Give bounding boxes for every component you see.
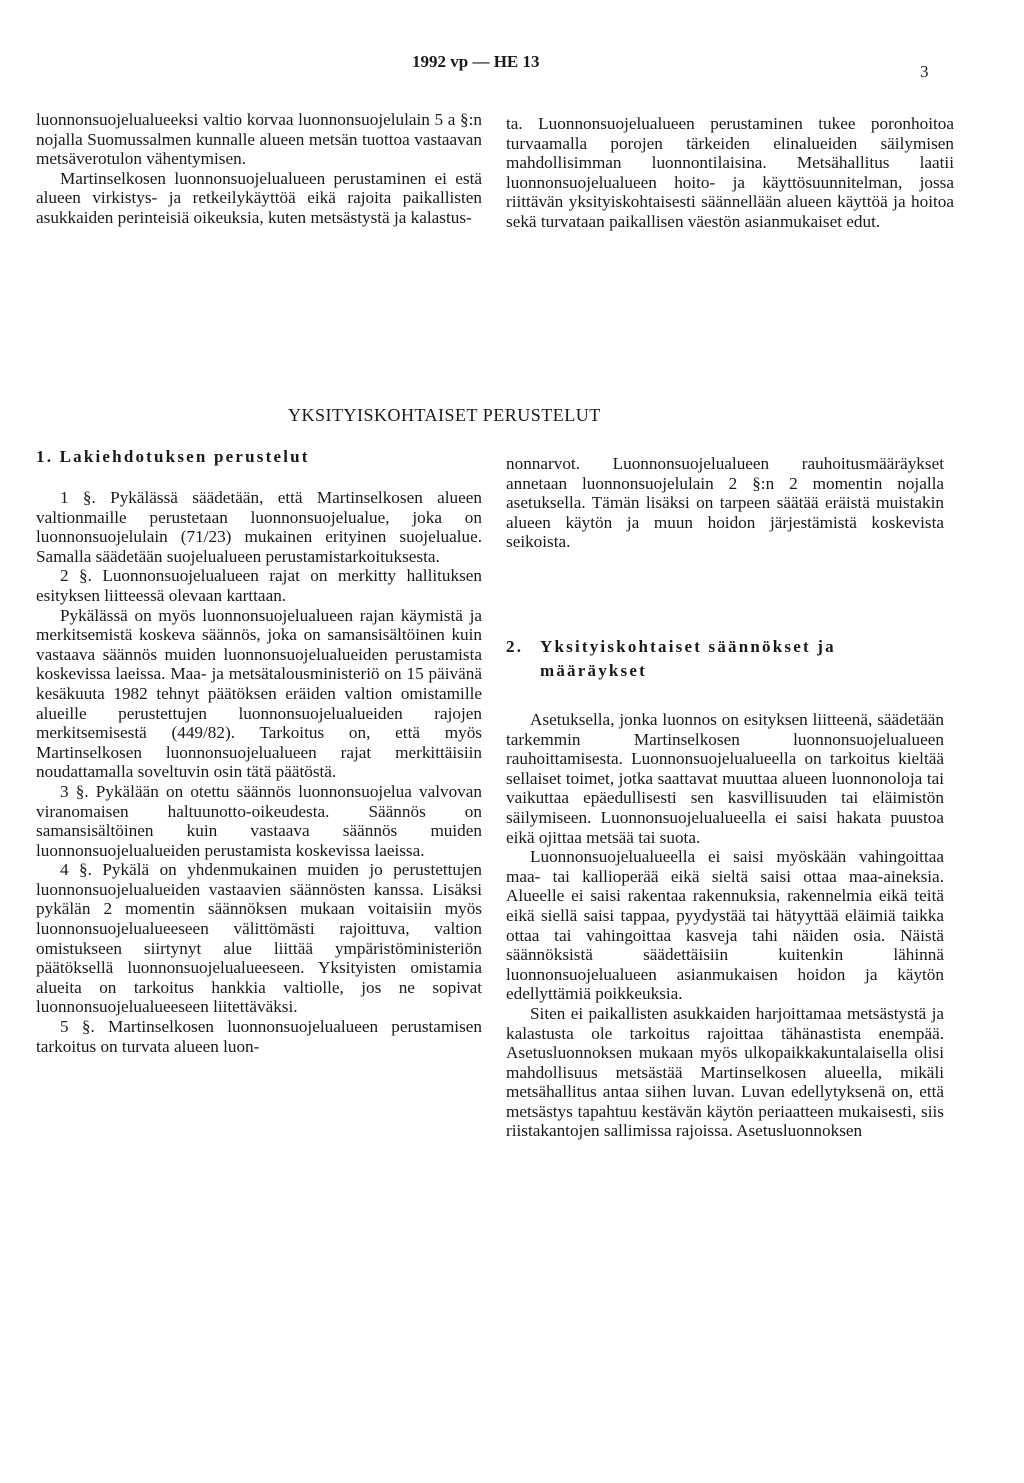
page-number: 3 — [920, 62, 929, 81]
subheading-2-number: 2. — [506, 637, 524, 656]
right-paragraph-1: Asetuksella, jonka luonnos on esityksen liitteenä, säädetään tarkemmin Martinselkosen luonnonsuojelualueen rauhoittamisesta. Luonnonsuojelualueella on tarkoitus kieltää sellaiset toimet, jotka saattavat muuttaa alueen luonnonoloja tai vaikuttaa epäedullisesti sen kasvillisuuden tai eläimistön säilymiseen. Luonnonsuojelualueella ei saisi hakata puustoa eikä ojittaa metsää tai suota. — [506, 710, 944, 847]
paragraph-3-section: 3 §. Pykälään on otettu säännös luonnonsuojelua valvovan viranomaisen haltuunotto-oikeudesta. Säännös on samansisältöinen kuin vastaava säännös muiden luonnonsuojelualueiden perustamista koskevissa laeissa. — [36, 781, 482, 860]
right-paragraph-2: Luonnonsuojelualueella ei saisi myöskään vahingoittaa maa- tai kallioperää eikä sieltä saisi ottaa maa-aineksia. Alueelle ei saisi rakentaa rakennuksia, rakennelmia eikä teitä eikä siellä saisi tappaa, pyydystää tai hätyyttää eläimiä taikka ottaa tai vahingoittaa kasveja tahi näiden osia. Näistä säännöksistä säädettäisiin kuitenkin lähinnä luonnonsuojelualueen asianmukaisen hoidon ja käytön edellyttämiä poikkeuksia. — [506, 847, 944, 1004]
paragraph-5-section: 5 §. Martinselkosen luonnonsuojelualueen perustamisen tarkoitus on turvata alueen luon- — [36, 1017, 482, 1056]
paragraph-2-section-cont: Pykälässä on myös luonnonsuojelualueen rajan käymistä ja merkitsemistä koskeva säännös, joka on samansisältöinen kuin vastaava säännös muiden luonnonsuojelualueiden perustamista koskevissa laeissa. Maa- ja metsätalousministeriö on 15 päivänä kesäkuuta 1982 tehnyt päätöksen eräiden valtion omistamille alueille perustettujen luonnonsuojelualueiden rajojen merkitsemisestä (449/82). Tarkoitus on, että myös Martinselkosen luonnonsuojelualueen rajat merkittäisiin noudattamalla soveltuvin osin tätä päätöstä. — [36, 605, 482, 782]
subheading-1: 1. Lakiehdotuksen perustelut — [36, 447, 310, 466]
left-column — [36, 488, 482, 1056]
intro-left-column — [36, 110, 482, 228]
right-column — [506, 454, 944, 552]
paragraph-2-section: 2 §. Luonnonsuojelualueen rajat on merkitty hallituksen esityksen liitteessä olevaan karttaan. — [36, 566, 482, 605]
paragraph-4-section: 4 §. Pykälä on yhdenmukainen muiden jo perustettujen luonnonsuojelualueiden vastaavien säännösten kanssa. Lisäksi pykälän 2 momentin säännöksen mukaan voitaisiin myös luonnonsuojelualueeseen välittömästi rajoittuva, valtion omistukseen siirtynyt alue liittää ympäristöministeriön päätöksellä luonnonsuojelualueeseen. Yksityisten omistamia alueita on tarkoitus hankkia valtiolle, jos ne sopivat luonnonsuojelualueeseen liitettäväksi. — [36, 860, 482, 1017]
intro-right-paragraph-1: ta. Luonnonsuojelualueen perustaminen tukee poronhoitoa turvaamalla porojen tärkeiden elinalueiden säilymisen mahdollisimman luonnontilaisina. Metsähallitus laatii luonnonsuojelualueen hoito- ja käyttösuunnitelman, jossa riittävän yksityiskohtaisesti säännellään alueen käyttöä ja hoitoa sekä turvataan paikallisen väestön asianmukaiset edut. — [506, 114, 954, 231]
paragraph-1-section: 1 §. Pykälässä säädetään, että Martinselkosen alueen valtionmaille perustetaan luonnonsuojelualue, joka on luonnonsuojelulain (71/23) mukainen erityinen suojelualue. Samalla säädetään suojelualueen perustamistarkoituksesta. — [36, 488, 482, 566]
right-paragraph-3: Siten ei paikallisten asukkaiden harjoittamaa metsästystä ja kalastusta ole tarkoitus rajoittaa tähänastista enempää. Asetusluonnoksen mukaan myös ulkopaikkakuntalaisella olisi mahdollisuus metsästää Martinselkosen alueella, mikäli metsähallitus antaa siihen luvan. Luvan edellytyksenä on, että metsästys tapahtuu kestävän käytön periaatteen mukaisesti, siis riistakantojen sallimissa rajoissa. Asetusluonnoksen — [506, 1003, 944, 1141]
section-title: YKSITYISKOHTAISET PERUSTELUT — [288, 405, 601, 425]
right-body-column — [506, 710, 944, 1141]
right-top-paragraph: nonnarvot. Luonnonsuojelualueen rauhoitusmääräykset annetaan luonnonsuojelulain 2 §:n 2 momentin nojalla asetuksella. Tämän lisäksi on tarpeen säätää eräistä muistakin alueen käytön ja muun hoidon järjestämistä koskevista seikoista. — [506, 454, 944, 552]
intro-left-paragraph-1: luonnonsuojelualueeksi valtio korvaa luonnonsuojelulain 5 a §:n nojalla Suomussalmen kunnalle alueen metsän tuottoa vastaavan metsäverotulon vähentymisen. — [36, 110, 482, 169]
subheading-2-line1: Yksityiskohtaiset säännökset ja — [540, 637, 836, 656]
intro-right-column — [506, 114, 954, 232]
page-header: 1992 vp — HE 13 — [412, 52, 540, 71]
intro-left-paragraph-2: Martinselkosen luonnonsuojelualueen perustaminen ei estä alueen virkistys- ja retkeilykäyttöä eikä rajoita paikallisten asukkaiden perinteisiä oikeuksia, kuten metsästystä ja kalastus- — [36, 168, 482, 227]
subheading-2 — [506, 637, 836, 681]
subheading-2-line2: määräykset — [540, 661, 647, 680]
